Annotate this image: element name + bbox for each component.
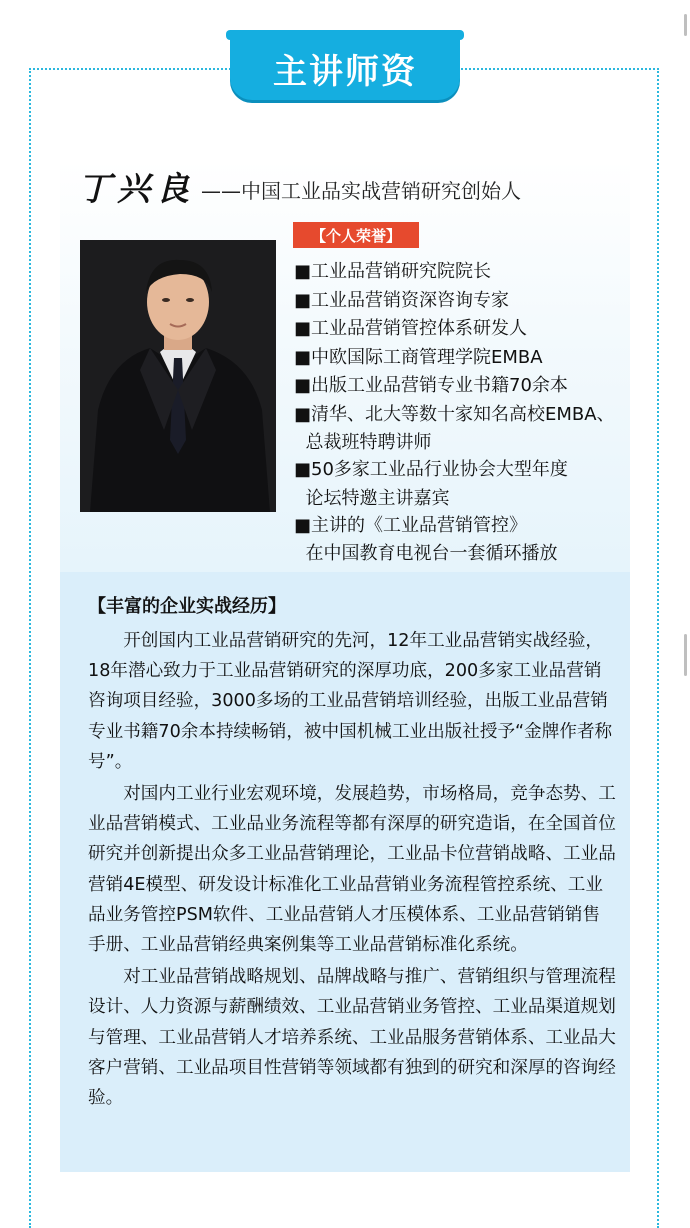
- experience-title: 【丰富的企业实战经历】: [88, 596, 286, 617]
- lecturer-subtitle: ——中国工业品实战营销研究创始人: [201, 179, 521, 203]
- honor-item: ■工业品营销资深咨询专家: [294, 289, 510, 311]
- honor-item: ■出版工业品营销专业书籍70余本: [294, 375, 568, 396]
- honor-item: ■主讲的《工业品营销管控》: [294, 514, 528, 536]
- honor-item: ■工业品营销管控体系研发人: [294, 318, 528, 339]
- honor-item-continued: 在中国教育电视台一套循环播放: [294, 543, 558, 564]
- experience-body: [88, 626, 616, 1113]
- honor-item-continued: 论坛特邀主讲嘉宾: [294, 487, 450, 509]
- experience-paragraph: 对国内工业行业宏观环境，发展趋势，市场格局，竞争态势、工业品营销模式、工业品业务流程等都有深厚的研究造诣，在全国首位研究并创新提出众多工业品营销理论，工业品卡位营销战略、工业品营销4E模型、研发设计标准化工业品营销业务流程管控系统、工业品业务管控PSM软件、工业品营销人才压模体系、工业品营销销售手册、工业品营销经典案例集等工业品营销标准化系统。: [88, 784, 616, 956]
- honor-item: ■清华、北大等数十家知名高校EMBA、: [294, 403, 615, 425]
- honor-item-continued: 总裁班特聘讲师: [294, 432, 432, 453]
- honor-item: ■50多家工业品行业协会大型年度: [294, 459, 568, 480]
- honors-list: [294, 258, 615, 567]
- experience-paragraph: 开创国内工业品营销研究的先河，12年工业品营销实战经验，18年潜心致力于工业品营销研究的深厚功底，200多家工业品营销咨询项目经验，3000多场的工业品营销培训经验，出版工业品营销专业书籍70余本持续畅销，被中国机械工业出版社授予“金牌作者称号”。: [88, 631, 613, 772]
- honors-tag: 【个人荣誉】: [293, 222, 419, 248]
- name-row: [78, 160, 521, 210]
- lecturer-name: 丁兴良: [78, 169, 195, 208]
- portrait-illustration: [80, 240, 276, 512]
- experience-paragraph: 对工业品营销战略规划、品牌战略与推广、营销组织与管理流程设计、人力资源与薪酬绩效、工业品营销业务管控、工业品渠道规划与管理、工业品营销人才培养系统、工业品服务营销体系、工业品大客户营销、工业品项目性营销等领域都有独到的研究和深厚的咨询经验。: [88, 967, 616, 1109]
- section-title: 主讲师资: [230, 36, 460, 100]
- lecturer-photo: [80, 240, 276, 512]
- scrollbar-thumb-lower[interactable]: [684, 634, 687, 676]
- honor-item: ■中欧国际工商管理学院EMBA: [294, 346, 543, 368]
- honor-item: ■工业品营销研究院院长: [294, 261, 492, 282]
- scrollbar-thumb[interactable]: [684, 14, 687, 36]
